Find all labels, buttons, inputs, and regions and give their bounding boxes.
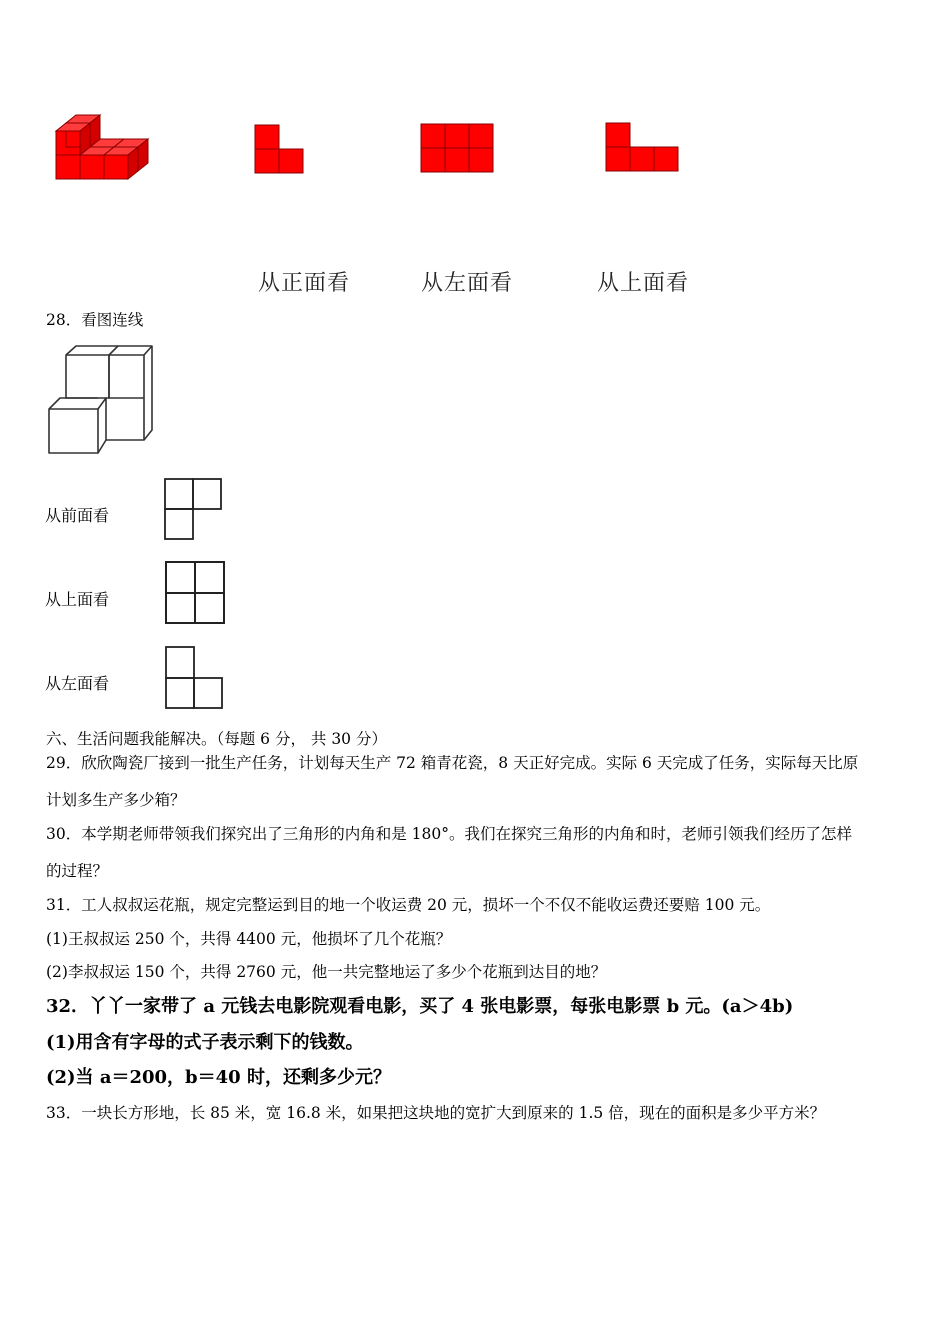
q29-line2: 计划多生产多少箱？ <box>46 791 186 809</box>
q28-front-label: 从前面看 <box>45 506 110 525</box>
q28-left-view-grid <box>164 645 226 711</box>
q28-front-view-grid <box>163 477 225 543</box>
q30-line1: 30．本学期老师带领我们探究出了三角形的内角和是 180°。我们在探究三角形的内角和时，老师引领我们经历了怎样 <box>46 825 852 843</box>
red-cube-solid <box>50 105 160 190</box>
q28-top-view-grid <box>164 560 228 626</box>
view-label-left: 从左面看 <box>421 271 514 296</box>
q28-solid-sketch <box>46 343 156 461</box>
front-view-red-figure <box>254 124 306 176</box>
q32-part2: (2)当 a＝200，b＝40 时，还剩多少元？ <box>46 1067 391 1088</box>
q31-part2: (2)李叔叔运 150 个，共得 2760 元，他一共完整地运了多少个花瓶到达目的地？ <box>46 963 607 981</box>
q33-text: 33．一块长方形地，长 85 米，宽 16.8 米，如果把这块地的宽扩大到原来的 1.5 倍，现在的面积是多少平方米？ <box>46 1104 826 1122</box>
q30-line2: 的过程？ <box>46 862 109 880</box>
q31-stem: 31．工人叔叔运花瓶，规定完整运到目的地一个收运费 20 元，损坏一个不仅不能收运费还要赔 100 元。 <box>46 896 771 914</box>
q32-part1: (1)用含有字母的式子表示剩下的钱数。 <box>46 1032 364 1053</box>
q28-top-label: 从上面看 <box>45 590 110 609</box>
view-label-front: 从正面看 <box>258 271 351 296</box>
top-view-red-figure <box>605 122 681 174</box>
q32-stem: 32．丫丫一家带了 a 元钱去电影院观看电影，买了 4 张电影票，每张电影票 b 元。(a＞4b) <box>46 996 794 1017</box>
q31-part1: (1)王叔叔运 250 个，共得 4400 元，他损坏了几个花瓶？ <box>46 930 452 948</box>
section6-header: 六、生活问题我能解决。（每题 6 分， 共 30 分） <box>46 730 387 748</box>
left-view-red-figure <box>420 123 496 175</box>
q28-left-label: 从左面看 <box>45 674 110 693</box>
q28-title: 28．看图连线 <box>46 311 144 329</box>
view-label-top: 从上面看 <box>597 271 690 296</box>
q29-line1: 29．欣欣陶瓷厂接到一批生产任务，计划每天生产 72 箱青花瓷，8 天正好完成。实际 6 天完成了任务，实际每天比原 <box>46 754 859 772</box>
